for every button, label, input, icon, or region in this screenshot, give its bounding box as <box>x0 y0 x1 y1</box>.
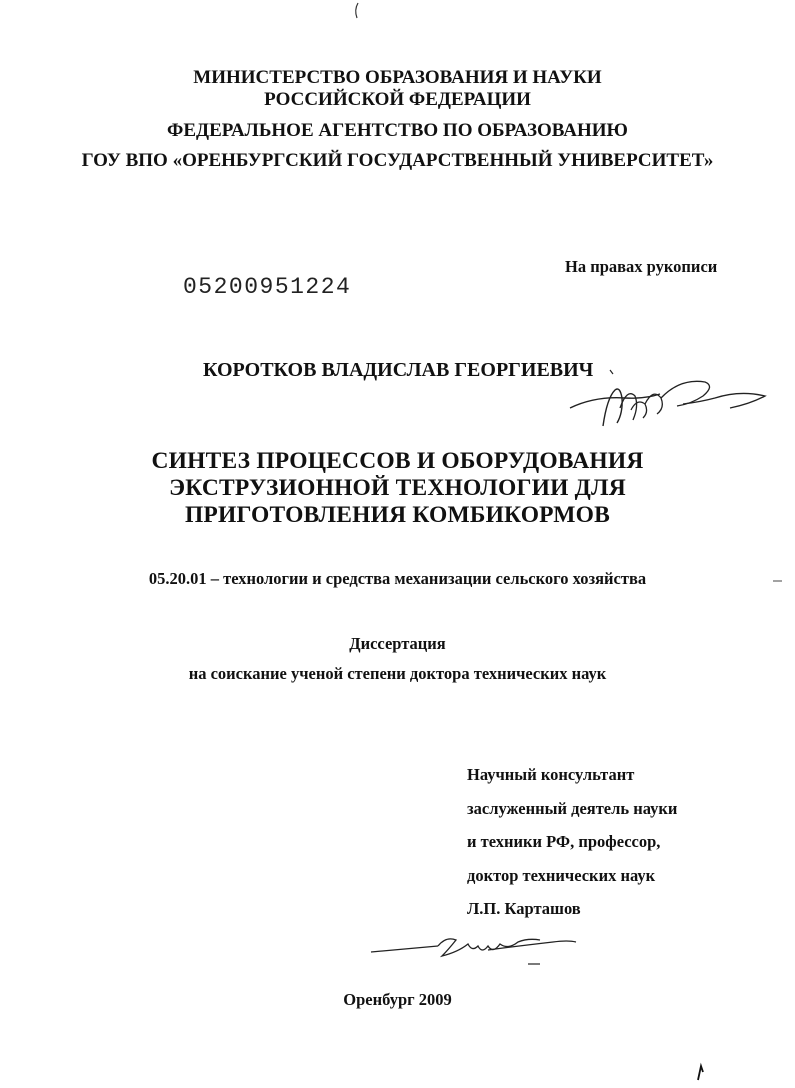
scan-mark-top <box>352 2 362 20</box>
ministry-line-1: МИНИСТЕРСТВО ОБРАЗОВАНИЯ И НАУКИ <box>193 67 602 88</box>
city-year: Оренбург 2009 <box>343 990 452 1009</box>
consultant-line-3: и техники РФ, профессор, <box>467 832 661 851</box>
ministry-line-2: РОССИЙСКОЙ ФЕДЕРАЦИИ <box>264 89 531 110</box>
thesis-title-line-1: СИНТЕЗ ПРОЦЕССОВ И ОБОРУДОВАНИЯ <box>151 448 644 474</box>
consultant-line-4: доктор технических наук <box>467 865 656 885</box>
consultant-signature <box>368 928 583 970</box>
thesis-title-line-3: ПРИГОТОВЛЕНИЯ КОМБИКОРМОВ <box>184 502 611 528</box>
manuscript-note: На правах рукописи <box>565 257 718 276</box>
thesis-title-line-2: ЭКСТРУЗИОННОЙ ТЕХНОЛОГИИ ДЛЯ <box>169 475 626 501</box>
scan-mark-bottom <box>694 1062 706 1082</box>
author-name: КОРОТКОВ ВЛАДИСЛАВ ГЕОРГИЕВИЧ <box>203 359 594 381</box>
work-type: Диссертация <box>349 634 446 653</box>
registry-number: 05200951224 <box>183 274 352 300</box>
agency-line: ФЕДЕРАЛЬНОЕ АГЕНТСТВО ПО ОБРАЗОВАНИЮ <box>167 120 628 141</box>
specialty-line: 05.20.01 – технологии и средства механизации сельского хозяйства <box>148 569 647 588</box>
consultant-line-2: заслуженный деятель науки <box>467 798 678 818</box>
university-line: ГОУ ВПО «ОРЕНБУРГСКИЙ ГОСУДАРСТВЕННЫЙ УНИВЕРСИТЕТ» <box>81 150 714 171</box>
consultant-line-5: Л.П. Карташов <box>467 899 581 918</box>
degree-line: на соискание ученой степени доктора технических наук <box>188 664 607 683</box>
consultant-block <box>467 758 677 926</box>
author-signature <box>565 368 775 438</box>
consultant-line-1: Научный консультант <box>467 765 635 784</box>
scan-mark-right <box>772 578 784 584</box>
